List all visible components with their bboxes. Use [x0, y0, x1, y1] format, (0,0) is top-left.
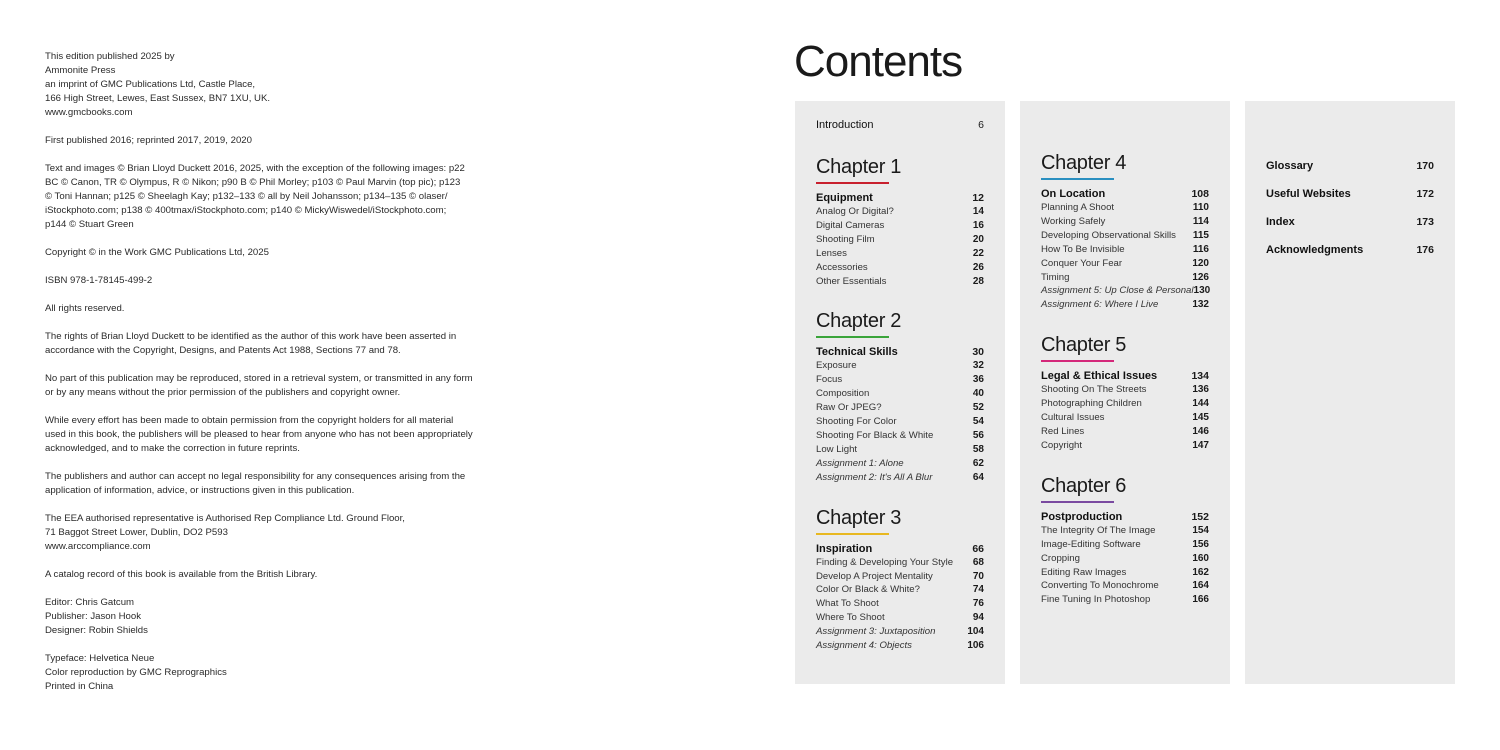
imprint-line: The rights of Brian Lloyd Duckett to be identified as the author of this work have been asserted in	[45, 331, 457, 342]
imprint-paragraph	[45, 596, 485, 638]
toc-entry-page: 164	[1192, 580, 1209, 592]
toc-entry	[1266, 215, 1434, 229]
toc-entry-page: 108	[1191, 188, 1209, 200]
toc-entry-title: Raw Or JPEG?	[816, 402, 882, 414]
chapter-rule	[816, 336, 889, 338]
toc-entry-title: Shooting For Color	[816, 416, 897, 428]
toc-entry-title: Develop A Project Mentality	[816, 570, 933, 582]
chapter-block	[816, 155, 984, 288]
toc-entry-page: 172	[1416, 188, 1434, 200]
toc-entry-title: Acknowledgments	[1266, 244, 1364, 256]
imprint-paragraph	[45, 50, 485, 120]
toc-entry-page: 134	[1191, 370, 1209, 383]
toc-entry-page: 68	[972, 556, 984, 568]
toc-entry	[816, 611, 984, 625]
chapter-heading: Chapter 4	[1041, 152, 1127, 174]
toc-entry-title: Lenses	[816, 247, 847, 259]
imprint-line: or by any means without the prior permission of the publishers and copyright owner.	[45, 387, 401, 398]
toc-entry	[816, 247, 984, 261]
toc-entry	[816, 625, 984, 639]
chapter-heading: Chapter 6	[1041, 474, 1127, 497]
toc-entry-page: 70	[972, 570, 984, 582]
imprint-paragraph	[45, 330, 485, 358]
toc-entry-page: 40	[972, 388, 984, 400]
toc-entry-page: 76	[972, 598, 984, 610]
toc-entry-title: Cultural Issues	[1041, 412, 1105, 424]
toc-entry-page: 120	[1192, 257, 1209, 269]
toc-entry-title: Focus	[816, 374, 843, 386]
chapter-rule	[1041, 178, 1114, 180]
toc-entry	[1041, 298, 1209, 312]
toc-entry-page: 104	[967, 626, 984, 638]
toc-entry-page: 54	[972, 416, 984, 428]
imprint-line: iStockphoto.com; p138 © 400tmax/iStockphoto.com; p140 © MickyWiswedel/iStockphoto.com;	[45, 205, 447, 216]
imprint-line: 71 Baggot Street Lower, Dublin, DO2 P593	[45, 527, 228, 538]
toc-entry-page: 66	[972, 542, 984, 555]
contents-column-2	[1020, 101, 1230, 684]
toc-entry-title: What To Shoot	[816, 598, 879, 610]
toc-entry-page: 146	[1192, 425, 1209, 437]
toc-entry	[816, 415, 984, 429]
toc-entry	[816, 387, 984, 401]
toc-entry-title: Low Light	[816, 443, 858, 455]
toc-entry	[1266, 159, 1434, 173]
toc-entry	[816, 118, 984, 132]
toc-entry-page: 130	[1193, 285, 1211, 297]
imprint-line: application of information, advice, or instructions given in this publication.	[45, 485, 355, 496]
toc-entry-title: Introduction	[816, 119, 874, 131]
imprint-line: used in this book, the publishers will be pleased to hear from anyone who has not been appropriately	[45, 429, 473, 440]
toc-entry-page: 52	[972, 402, 984, 414]
chapter-heading: Chapter 5	[1041, 334, 1127, 357]
toc-entry-title: Accessories	[816, 261, 868, 273]
toc-entry-page: 162	[1192, 566, 1209, 578]
toc-entry-page: 14	[972, 206, 984, 217]
toc-entry-title: Converting To Monochrome	[1041, 580, 1159, 592]
toc-entry-title: Inspiration	[816, 542, 873, 555]
toc-entry-page: 147	[1192, 439, 1209, 451]
imprint-line: p144 © Stuart Green	[45, 219, 134, 230]
toc-entry-page: 152	[1191, 510, 1209, 523]
toc-entry	[1266, 243, 1434, 257]
toc-entry-title: Red Lines	[1041, 425, 1085, 437]
toc-entry	[1041, 215, 1209, 229]
imprint-line: BC © Canon, TR © Olympus, R © Nikon; p90 B © Phil Morley; p103 © Paul Marvin (top pic); p123	[45, 177, 461, 188]
toc-entry-page: 126	[1192, 271, 1209, 283]
toc-entry	[816, 639, 984, 653]
toc-entry-title: Developing Observational Skills	[1041, 229, 1176, 241]
back-matter-list	[1266, 159, 1434, 257]
toc-entry-title: Exposure	[816, 360, 857, 372]
toc-entry-title: Analog Or Digital?	[816, 206, 894, 217]
toc-entry-page: 12	[972, 192, 984, 204]
toc-entry	[1041, 187, 1209, 201]
toc-entry	[1041, 201, 1209, 215]
toc-entry-title: Postproduction	[1041, 510, 1123, 523]
toc-entry	[1041, 411, 1209, 425]
toc-entry-page: 16	[972, 219, 984, 231]
imprint-line: an imprint of GMC Publications Ltd, Castle Place,	[45, 79, 256, 90]
toc-entry-page: 56	[972, 429, 984, 441]
toc-entry-title: Where To Shoot	[816, 612, 885, 624]
toc-entry-page: 28	[972, 275, 984, 287]
imprint-line: Editor: Chris Gatcum	[45, 597, 135, 608]
toc-entry-title: Copyright	[1041, 439, 1083, 451]
chapter-block	[816, 309, 984, 484]
toc-entry	[1041, 369, 1209, 383]
imprint-line: This edition published 2025 by	[45, 51, 175, 62]
toc-entry-title: Assignment 2: It's All A Blur	[816, 471, 933, 483]
imprint-line: www.arccompliance.com	[45, 541, 151, 552]
chapter-heading: Chapter 1	[816, 156, 902, 178]
toc-entry-page: 22	[972, 247, 984, 259]
toc-entry-title: Other Essentials	[816, 275, 887, 287]
toc-entry-page: 36	[972, 374, 984, 386]
toc-entry-title: Working Safely	[1041, 215, 1106, 227]
toc-entry	[1041, 397, 1209, 411]
toc-entry-title: Conquer Your Fear	[1041, 257, 1123, 269]
toc-entry	[1041, 510, 1209, 524]
imprint-line: acknowledged, and to make the correction in future reprints.	[45, 443, 300, 454]
toc-entry-title: Fine Tuning In Photoshop	[1041, 594, 1151, 606]
chapter-heading: Chapter 3	[816, 506, 902, 529]
imprint-paragraph	[45, 134, 485, 148]
toc-entry-page: 20	[972, 233, 984, 245]
toc-entry-title: Equipment	[816, 192, 873, 204]
toc-entry	[1041, 538, 1209, 552]
imprint-paragraph	[45, 302, 485, 316]
toc-entry-title: The Integrity Of The Image	[1041, 524, 1156, 536]
toc-entry	[816, 359, 984, 373]
imprint-paragraph	[45, 274, 485, 288]
toc-entry-page: 173	[1416, 216, 1434, 228]
imprint-line: Typeface: Helvetica Neue	[45, 653, 155, 664]
toc-entry-page: 154	[1192, 524, 1209, 536]
toc-entry	[1041, 229, 1209, 243]
toc-entry-page: 136	[1192, 384, 1209, 396]
toc-entry-page: 160	[1192, 552, 1209, 564]
chapter-block	[816, 506, 984, 653]
toc-entry-title: Image-Editing Software	[1041, 538, 1141, 550]
chapter-block	[1041, 333, 1209, 453]
toc-entry-page: 94	[972, 612, 984, 624]
toc-entry	[1041, 593, 1209, 607]
toc-entry	[816, 373, 984, 387]
imprint-line: A catalog record of this book is available from the British Library.	[45, 569, 318, 580]
chapter-block	[1041, 151, 1209, 312]
toc-entry-page: 64	[972, 471, 984, 483]
toc-entry-title: Shooting On The Streets	[1041, 384, 1147, 396]
column-spacer	[1041, 101, 1209, 128]
toc-entry-page: 62	[972, 457, 984, 469]
imprint-line: Ammonite Press	[45, 65, 116, 76]
toc-entry	[1041, 257, 1209, 271]
imprint-line: accordance with the Copyright, Designs, and Patents Act 1988, Sections 77 and 78.	[45, 345, 401, 356]
toc-entry-page: 58	[972, 443, 984, 455]
toc-entry-title: Finding & Developing Your Style	[816, 556, 954, 568]
toc-entry-title: Shooting For Black & White	[816, 429, 934, 441]
toc-entry-page: 170	[1416, 160, 1434, 172]
chapter-rule	[816, 533, 889, 535]
toc-entry	[1041, 425, 1209, 439]
toc-entry	[1041, 284, 1209, 298]
toc-entry-page: 106	[967, 640, 984, 652]
toc-entry	[816, 471, 984, 485]
imprint-paragraph	[45, 246, 485, 260]
toc-entry	[816, 205, 984, 219]
imprint-line: First published 2016; reprinted 2017, 2019, 2020	[45, 135, 252, 146]
toc-entry	[816, 219, 984, 233]
toc-entry-title: Editing Raw Images	[1041, 566, 1127, 578]
toc-entry-title: Technical Skills	[816, 346, 898, 359]
toc-entry-title: Assignment 6: Where I Live	[1041, 299, 1159, 311]
toc-entry-title: Assignment 1: Alone	[816, 457, 904, 469]
imprint-line: Publisher: Jason Hook	[45, 611, 141, 622]
chapter-rule	[816, 182, 889, 184]
imprint-paragraph	[45, 372, 485, 400]
toc-entry-title: On Location	[1041, 188, 1106, 200]
toc-entry-title: Composition	[816, 388, 870, 400]
toc-entry-page: 166	[1192, 594, 1209, 606]
toc-entry	[1041, 439, 1209, 453]
toc-entry	[1041, 566, 1209, 580]
toc-entry	[816, 570, 984, 584]
imprint-line: Designer: Robin Shields	[45, 625, 148, 636]
contents-title: Contents	[794, 37, 963, 86]
imprint-line: No part of this publication may be reproduced, stored in a retrieval system, or transmitted in any form	[45, 373, 473, 384]
toc-entry-page: 114	[1192, 215, 1209, 227]
toc-entry-page: 156	[1192, 538, 1209, 550]
toc-entry-page: 6	[978, 119, 984, 131]
toc-entry-title: Cropping	[1041, 552, 1080, 564]
toc-entry-title: Useful Websites	[1266, 188, 1351, 200]
imprint-paragraph	[45, 512, 485, 554]
toc-entry	[816, 191, 984, 205]
toc-entry-title: Timing	[1041, 271, 1070, 283]
imprint-paragraph	[45, 470, 485, 498]
imprint-line: Copyright © in the Work GMC Publications Ltd, 2025	[45, 247, 269, 258]
toc-entry-title: Color Or Black & White?	[816, 584, 920, 596]
toc-entry-title: Index	[1266, 216, 1295, 228]
toc-entry	[816, 261, 984, 275]
imprint-paragraph	[45, 568, 485, 582]
toc-entry	[816, 597, 984, 611]
toc-entry-page: 74	[972, 584, 984, 596]
toc-entry-page: 32	[972, 360, 984, 372]
toc-entry	[816, 457, 984, 471]
toc-entry	[816, 556, 984, 570]
toc-entry-page: 116	[1192, 243, 1209, 255]
imprint-line: Text and images © Brian Lloyd Duckett 2016, 2025, with the exception of the following images: p22	[45, 163, 465, 174]
imprint-line: The publishers and author can accept no legal responsibility for any consequences arising from the	[45, 471, 466, 482]
toc-entry-title: How To Be Invisible	[1041, 243, 1125, 255]
chapter-block	[1041, 474, 1209, 607]
imprint-paragraph	[45, 652, 485, 694]
toc-entry	[1041, 271, 1209, 285]
toc-entry	[816, 542, 984, 556]
toc-entry-page: 115	[1192, 229, 1209, 241]
imprint-line: While every effort has been made to obtain permission from the copyright holders for all material	[45, 415, 454, 426]
imprint-line: Color reproduction by GMC Reprographics	[45, 667, 227, 678]
toc-entry-title: Assignment 5: Up Close & Personal	[1041, 285, 1194, 297]
toc-entry-title: Shooting Film	[816, 233, 875, 245]
chapter-rule	[1041, 360, 1114, 362]
imprint-line: www.gmcbooks.com	[45, 107, 133, 118]
imprint-line: © Toni Hannan; p125 © Sheelagh Kay; p132–133 © all by Neil Johansson; p134–135 © olaser/	[45, 191, 448, 202]
toc-entry-title: Glossary	[1266, 160, 1314, 172]
toc-entry	[1041, 243, 1209, 257]
toc-entry	[816, 275, 984, 289]
toc-entry	[816, 345, 984, 359]
imprint-paragraph	[45, 414, 485, 456]
imprint-line: All rights reserved.	[45, 303, 125, 314]
toc-entry-page: 110	[1192, 202, 1209, 213]
toc-entry	[816, 429, 984, 443]
toc-entry-title: Planning A Shoot	[1041, 202, 1115, 213]
toc-entry	[816, 233, 984, 247]
chapter-heading: Chapter 2	[816, 310, 902, 333]
toc-entry	[1041, 552, 1209, 566]
imprint-page	[45, 50, 485, 708]
imprint-line: The EEA authorised representative is Authorised Rep Compliance Ltd. Ground Floor,	[45, 513, 405, 524]
imprint-line: Printed in China	[45, 681, 114, 692]
toc-entry	[1266, 187, 1434, 201]
toc-entry	[816, 583, 984, 597]
toc-entry	[1041, 383, 1209, 397]
toc-entry-page: 30	[972, 346, 984, 359]
toc-entry-page: 132	[1192, 299, 1209, 311]
toc-entry-title: Digital Cameras	[816, 219, 885, 231]
toc-entry-page: 144	[1192, 398, 1209, 410]
toc-entry	[816, 401, 984, 415]
contents-column-1	[795, 101, 1005, 684]
toc-entry-page: 176	[1416, 244, 1434, 256]
toc-entry	[1041, 524, 1209, 538]
imprint-line: 166 High Street, Lewes, East Sussex, BN7 1XU, UK.	[45, 93, 271, 104]
toc-entry-title: Assignment 4: Objects	[816, 640, 912, 652]
imprint-paragraph	[45, 162, 485, 232]
toc-entry-title: Assignment 3: Juxtaposition	[816, 626, 936, 638]
toc-entry-page: 145	[1192, 412, 1209, 424]
imprint-line: ISBN 978-1-78145-499-2	[45, 275, 153, 286]
toc-entry	[816, 443, 984, 457]
chapter-rule	[1041, 501, 1114, 503]
toc-entry-page: 26	[972, 261, 984, 273]
toc-entry-title: Legal & Ethical Issues	[1041, 370, 1158, 383]
contents-column-3	[1245, 101, 1455, 684]
toc-entry-title: Photographing Children	[1041, 398, 1142, 410]
toc-entry	[1041, 579, 1209, 593]
